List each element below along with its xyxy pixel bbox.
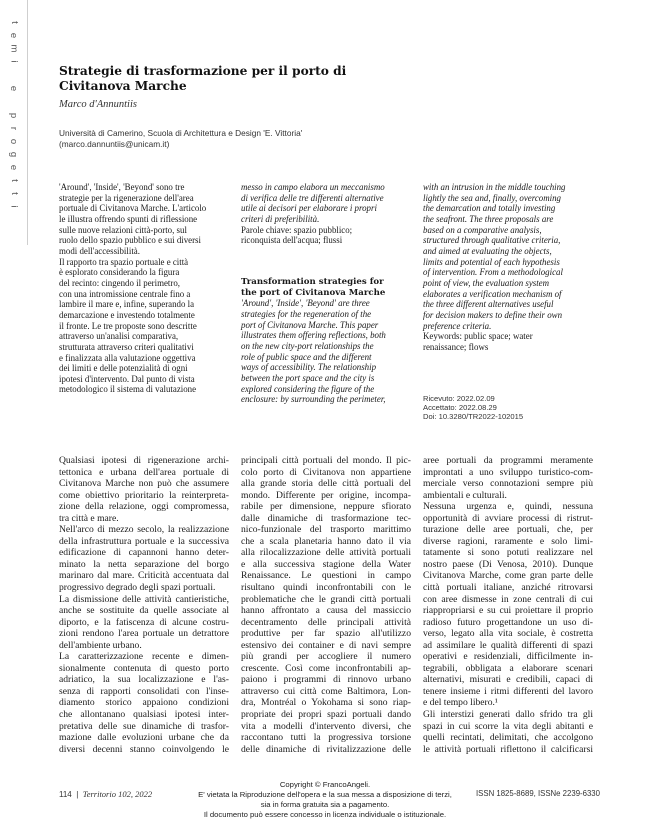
text-line: strategie per la rigenerazione dell'area <box>59 192 194 203</box>
text-line: Nessuna urgenza e, quindi, nessuna <box>423 501 593 513</box>
text-line: Nell'arco di mezzo secolo, la realizzazione <box>59 524 229 536</box>
text-line: estensivo dei container e di navi sempre <box>241 639 411 651</box>
text-line: strategies for the regeneration of the <box>241 308 372 319</box>
text-line: diversi decenni stanno coinvolgendo le <box>59 743 229 755</box>
text-line: alla rilocalizzazione delle attività portuali <box>241 547 411 559</box>
text-line: che allontanano qualsiasi ipotesi inter- <box>59 709 229 721</box>
text-line: the seafront. The three proposals are <box>423 213 554 224</box>
tab-letter: r <box>8 126 20 131</box>
text-line: Gli interstizi generati dallo sfrido tra gli <box>423 709 593 721</box>
tab-letter: g <box>8 151 20 158</box>
text-line: riconquista dell'acqua; flussi <box>241 235 343 246</box>
text-line: ways of accessibility. The relationship <box>241 362 377 373</box>
text-line: risultano quindi inconfrontabili con le <box>241 582 411 594</box>
text-line: attraverso cui città come Baltimora, Lon- <box>241 685 411 697</box>
text-line: il fronte. Le tre proposte sono descritte <box>59 320 197 331</box>
text-line: alternativi, misurati e credibili, capaci di <box>423 674 593 686</box>
text-line: criteri di preferibilità. <box>241 213 320 224</box>
abstract-column-3 <box>423 182 591 353</box>
text-line: lambire il mare e, infine, superando la <box>59 299 195 310</box>
text-line: port of Civitanova Marche. This paper <box>241 319 379 330</box>
text-line: utile ai decisori per elaborare i propri <box>241 203 377 214</box>
text-line: più grandi per accogliere il numero <box>241 651 411 663</box>
section-side-tab <box>0 0 28 245</box>
tab-letter: o <box>8 138 20 145</box>
english-title <box>241 277 409 298</box>
text-line: explored considering the figure of the <box>241 383 375 394</box>
text-line: marinaro dal mare. Criticità accentuata dal <box>59 570 229 582</box>
tab-letter: e <box>8 32 20 39</box>
text-line: della infrastruttura portuale e la successiva <box>59 535 229 547</box>
text-line: opportunità di avviare processi di ristrut- <box>423 512 593 524</box>
text-line: operativi e residenziali, difficilmente in- <box>423 651 593 663</box>
tab-letter: p <box>8 112 20 119</box>
doi-link[interactable]: Doi: 10.3280/TR2022-102015 <box>423 412 524 421</box>
text-line: sulle nuove relazioni città-porto, sul <box>59 224 187 235</box>
text-line: anche se sostituite da quelle associate al <box>59 605 229 617</box>
text-line: for decision makers to define their own <box>423 309 563 320</box>
abstract-english-continued <box>423 182 591 331</box>
text-line: con aree dismesse in zone centrali di cui <box>423 593 593 605</box>
abstract-italian-continued <box>241 182 409 225</box>
text-line: riappropriarsi e su cui proiettare il proprio <box>423 605 593 617</box>
text-line: turazione delle aree portuali, che, per <box>423 524 593 536</box>
text-line: Civitanova Marche, come gran parte delle <box>423 570 593 582</box>
text-line: come obiettivo prioritario la reinterpreta- <box>59 489 229 501</box>
text-line: La dismissione delle attività cantieristiche, <box>59 593 229 605</box>
article-title: Strategie di trasformazione per il porto di Civitanova Marche <box>59 64 347 93</box>
text-line: delle dinamiche di rivitalizzazione delle <box>241 743 411 755</box>
text-line: nico-funzionale del trasporto marittimo <box>241 524 411 536</box>
text-line: Parole chiave: spazio pubblico; <box>241 224 353 235</box>
text-line: mazione dalle evoluzioni urbane che da <box>59 732 229 744</box>
text-line: tettonica e urbana dell'area portuale di <box>59 466 229 478</box>
text-line: ambientali e culturali. <box>423 489 507 501</box>
section-tab-letters <box>6 16 22 213</box>
text-line: structured through qualitative criteria, <box>423 235 561 246</box>
text-line: illustrates them offering reflections, both <box>241 330 386 341</box>
text-line: radioso futuro progettandone un uso di- <box>423 616 593 628</box>
text-line: propriate dei propri spazi portuali dando <box>241 709 411 721</box>
text-line: based on a comparative analysis, <box>423 224 542 235</box>
text-line: dell'ambiente urbano. <box>59 639 142 651</box>
text-line: enclosure: by surrounding the perimeter, <box>241 394 386 405</box>
text-line: 'Around', 'Inside', 'Beyond' are three <box>241 298 370 309</box>
text-line: renaissance; flows <box>423 341 489 352</box>
text-line: limits and potential of each hypothesis <box>423 256 560 267</box>
page-footer <box>59 789 152 799</box>
text-line: tra città e mare. <box>59 512 119 524</box>
text-line: modi dell'accessibilità. <box>59 245 140 256</box>
text-line: tatamente si sono potuti realizzare nel <box>423 547 593 559</box>
text-line: demarcazione e investendo totalmente <box>59 309 195 320</box>
text-line: and aimed at evaluating the objects, <box>423 245 552 256</box>
tab-letter: e <box>8 164 20 171</box>
author-affiliation <box>59 128 419 150</box>
text-line: paiono i programmi di rinnovo urbano <box>241 674 411 686</box>
text-line: rabile per dimensione, neppure sfiorato <box>241 501 411 513</box>
text-line: 'Around', 'Inside', 'Beyond' sono tre <box>59 182 185 192</box>
text-line: e alla successiva stagione della Water <box>241 558 411 570</box>
text-line: che a scala planetaria hanno dato il via <box>241 535 411 547</box>
text-line: Copyright © FrancoAngeli. <box>279 780 371 789</box>
text-line: spazi in cui scorre la vita degli abitanti e <box>423 720 593 732</box>
tab-letter: t <box>8 192 20 195</box>
text-line: Civitanova Marche non può che assumere <box>59 478 229 490</box>
text-line: sionalmente contenuta di questo porto <box>59 662 229 674</box>
keywords-english <box>423 331 591 352</box>
text-line: di verifica delle tre differenti alternative <box>241 192 384 203</box>
tab-letter: t <box>8 179 20 182</box>
tab-letter: e <box>8 85 20 92</box>
text-line: on the new city-port relationships the <box>241 340 374 351</box>
abstract-column-2 <box>241 182 409 405</box>
text-line: mondo. Differente per origine, incompa- <box>241 489 411 501</box>
tab-letter: t <box>8 21 20 24</box>
text-line: the three different alternatives useful <box>423 299 554 310</box>
text-line: improntati a uno sviluppo turistico-com- <box>423 466 593 478</box>
text-line: alla grande storia delle città portuali del <box>241 478 411 490</box>
text-line: point of view, the evaluation system <box>423 277 550 288</box>
text-line: Il rapporto tra spazio portuale e città <box>59 256 189 267</box>
text-line: dei limiti e delle potenzialità di ogni <box>59 363 188 374</box>
accepted-date: Accettato: 2022.08.29 <box>423 403 497 412</box>
article-author: Marco d'Annuntiis <box>59 99 137 110</box>
text-line: edificazione di capannoni hanno deter- <box>59 547 229 559</box>
text-line: ad assimilare le qualità differenti di spazi <box>423 639 593 651</box>
text-line: diporto, e la fatiscenza di alcune costru- <box>59 616 229 628</box>
text-line: between the port space and the city is <box>241 372 375 383</box>
received-date: Ricevuto: 2022.02.09 <box>423 394 495 403</box>
footer-separator: | <box>76 790 79 799</box>
text-line: hanno affrontato a causa del massiccio <box>241 605 411 617</box>
text-line: attraverso un'analisi comparativa, <box>59 331 179 342</box>
text-line: E' vietata la Riproduzione dell'opera e la sua messa a disposizione di terzi, <box>198 790 452 799</box>
text-line: città portuali italiane, anziché ritrovarsi <box>423 582 593 594</box>
text-line: elaborates a verification mechanism of <box>423 288 562 299</box>
text-line: messo in campo elabora un meccanismo <box>241 182 385 192</box>
text-line: La caratterizzazione recente e dimen- <box>59 651 229 663</box>
text-line: minato la netta separazione del borgo <box>59 558 229 570</box>
spacer <box>241 246 409 277</box>
text-line: ruolo dello spazio pubblico e sui diversi <box>59 235 201 246</box>
text-line: raccontano tutti la progressiva torsione <box>241 732 411 744</box>
tab-letter: i <box>8 60 20 63</box>
text-line: role of public space and the different <box>241 351 372 362</box>
text-line: dra, Montréal o Yokohama si sono riap- <box>241 697 411 709</box>
text-line: del recinto: cingendo il perimetro, <box>59 277 181 288</box>
text-line: the port of Civitanova Marche <box>241 287 386 298</box>
text-line: adriatico, la sua localizzazione e l'as- <box>59 674 229 686</box>
text-line: colo porto di Civitanova non appartiene <box>241 466 411 478</box>
text-line: strutturata attraverso criteri qualitativi <box>59 341 194 352</box>
issn-number: ISSN 1825-8689, ISSNe 2239-6330 <box>476 789 600 798</box>
text-line: Keywords: public space; water <box>423 331 533 342</box>
text-line: merciale verso connotazioni sempre più <box>423 478 593 490</box>
author-email: (marco.dannuntiis@unicam.it) <box>59 139 170 149</box>
text-line: diamento storico appaiono condizioni <box>59 697 229 709</box>
keywords-italian <box>241 225 409 246</box>
text-line: sia in forma gratuita sia a pagamento. <box>260 800 390 809</box>
text-line: Transformation strategies for <box>241 276 384 287</box>
text-line: pretativa delle sue dinamiche di trasfor- <box>59 720 229 732</box>
text-line: preference criteria. <box>423 320 492 331</box>
text-line: zione della relazione, oggi compromessa, <box>59 501 229 513</box>
text-line: tenere insieme i ritmi differenti del lavoro <box>423 685 593 697</box>
copyright-notice <box>170 780 480 820</box>
text-line: ipotesi d'intervento. Dal punto di vista <box>59 373 195 384</box>
text-line: portuale di Civitanova Marche. L'articolo <box>59 203 207 214</box>
text-line: le attività portuali riflettono il calcificarsi <box>423 743 593 755</box>
abstract-italian <box>59 182 227 395</box>
text-line: the demarcation and totally investing <box>423 203 556 214</box>
text-line: con una intromissione centrale fino a <box>59 288 191 299</box>
text-line: produttive per far spazio all'utilizzo <box>241 628 411 640</box>
affiliation-text: Università di Camerino, Scuola di Architettura e Design 'E. Vittoria' <box>59 128 303 138</box>
text-line: crescente. Così come inconfrontabili ap- <box>241 662 411 674</box>
abstract-english <box>241 298 409 405</box>
text-line: of intervention. From a methodological <box>423 267 563 278</box>
text-line: vita a modelli d'intervento diversi, che <box>241 720 411 732</box>
text-line: senza di rapporti consolidati con l'inse- <box>59 685 229 697</box>
text-line: quelli recintati, delimitati, che accolgono <box>423 732 593 744</box>
text-line: le illustra offrendo spunti di riflessione <box>59 213 198 224</box>
journal-name: Territorio 102, 2022 <box>82 789 153 799</box>
text-line: with an intrusion in the middle touching <box>423 182 566 192</box>
tab-letter: m <box>8 44 20 53</box>
text-line: è esplorato considerando la figura <box>59 267 180 278</box>
body-column-2 <box>241 455 411 755</box>
body-column-1 <box>59 455 229 755</box>
text-line: zioni rendono l'area portuale un detrattore <box>59 628 229 640</box>
text-line: tegrabili, obbligata a elaborare scenari <box>423 662 593 674</box>
text-line: Il documento può essere concesso in licenza individuale o istituzionale. <box>203 810 447 819</box>
text-line: e del tempo libero.¹ <box>423 697 498 709</box>
text-line: problematiche che le grandi città portuali <box>241 593 411 605</box>
tab-letter: i <box>8 205 20 208</box>
text-line: progressivo degrado degli spazi portuali. <box>59 582 216 594</box>
text-line: metodologico il sistema di valutazione <box>59 384 197 395</box>
text-line: e finalizzata alla valutazione oggettiva <box>59 352 196 363</box>
text-line: decentramento delle principali attività <box>241 616 411 628</box>
body-column-3 <box>423 455 593 755</box>
text-line: Qualsiasi ipotesi di rigenerazione archi- <box>59 455 229 466</box>
text-line: lightly the sea and, finally, overcoming <box>423 192 561 203</box>
text-line: aree portuali da programmi meramente <box>423 455 593 466</box>
text-line: dalle dinamiche di trasformazione tec- <box>241 512 411 524</box>
text-line: Renaissance. Le questioni in campo <box>241 570 411 582</box>
article-dates <box>423 394 593 421</box>
text-line: nostro paese (Di Venosa, 2010). Dunque <box>423 558 593 570</box>
text-line: diverse ragioni, raramente e solo limi- <box>423 535 593 547</box>
text-line: verso, legato alla vita sociale, è costretta <box>423 628 593 640</box>
page-number: 114 <box>59 790 72 799</box>
text-line: principali città portuali del mondo. Il pic- <box>241 455 411 466</box>
